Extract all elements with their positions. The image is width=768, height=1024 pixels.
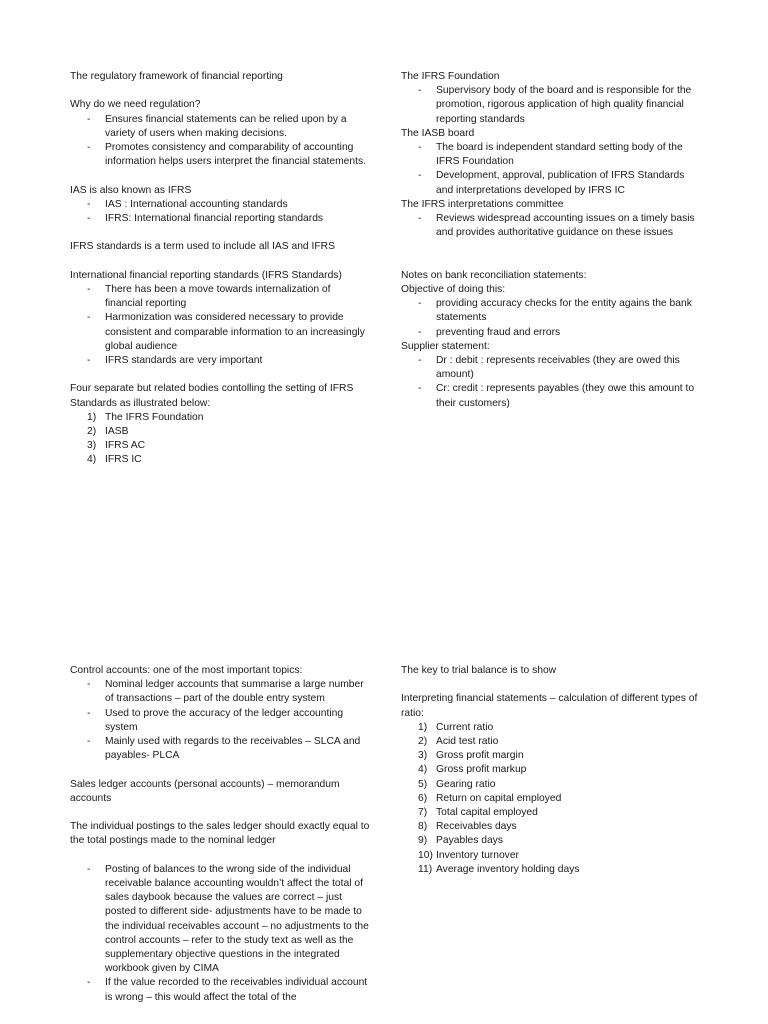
iasb-list [401,141,701,198]
supplier-list [401,354,701,411]
list-item: - Harmonization was considered necessary to provide consistent and comparable information to an increasingly global audience [87,312,365,352]
ratio-list [401,721,701,877]
foundation-list [401,84,701,127]
list-item: - Dr : debit : represents receivables (they are owed this amount) [418,355,680,381]
list-item: 11) Average inventory holding days [418,863,580,875]
top-left-column [70,70,370,468]
list-item: - IFRS: International financial reporting standards [87,213,324,224]
heading-regulatory-framework: The regulatory framework of financial reporting [70,71,283,82]
list-item: 6) Return on capital employed [418,792,562,804]
list-item: 4) IFRS IC [87,454,142,466]
control-heading: Control accounts: one of the most important topics: [70,665,303,676]
intl-heading: International financial reporting standards (IFRS Standards) [70,269,342,281]
list-item: 3) IFRS AC [87,440,146,452]
list-item: 4) Gross profit markup [418,764,527,776]
list-item: - Posting of balances to the wrong side of the individual receivable balance accounting wouldn’t affect the total of sales daybook because the values are correct – just posted to different side- adjustments have to be made to the individual receivables account – no adjustments to the control accounts – refer to the study text as well as the supplementary objective questions in the integrated workbook given by CIMA [87,863,369,975]
objective-heading: Objective of doing this: [401,284,506,296]
list-item: 9) Payables days [418,835,503,847]
list-item: 2) Acid test ratio [418,736,499,747]
interpreting-heading: Interpreting financial statements – calculation of different types of ratio: [401,693,698,719]
foundation-heading: The IFRS Foundation [401,71,500,82]
control-list [70,678,370,763]
list-item: - Supervisory body of the board and is responsible for the promotion, rigorous application of high quality financial reporting standards [418,85,692,125]
list-item: 1) Current ratio [418,721,494,733]
list-item: - There has been a move towards internalization of financial reporting [87,283,331,310]
list-item: 8) Receivables days [418,821,517,833]
committee-list [401,212,701,240]
list-item: - Used to prove the accuracy of the ledger accounting system [87,707,344,733]
bodies-list [70,411,370,468]
bank-notes-heading: Notes on bank reconciliation statements: [401,269,587,281]
list-item: - providing accuracy checks for the entity agains the bank statements [418,298,692,324]
list-item: - IAS : International accounting standards [87,198,288,210]
why-regulation-list [70,113,370,170]
key-trial-balance: The key to trial balance is to show [401,665,557,676]
list-item: 1) The IFRS Foundation [87,411,204,423]
list-item: - Mainly used with regards to the receivables – SLCA and payables- PLCA [87,736,361,762]
objective-list [401,297,701,340]
ifrs-term: IFRS standards is a term used to include all IAS and IFRS [70,241,335,253]
list-item: - IFRS standards are very important [87,355,263,366]
list-item: 2) IASB [87,426,129,437]
bottom-left-column [70,664,370,1005]
list-item: - Nominal ledger accounts that summarise a large number of transactions – part of the double entry system [87,679,364,705]
list-item: - The board is independent standard setting body of the IFRS Foundation [418,142,683,168]
supplier-heading: Supplier statement: [401,340,490,352]
list-item: 3) Gross profit margin [418,750,524,762]
postings: The individual postings to the sales ledger should exactly equal to the total postings made to the nominal ledger [70,821,370,847]
list-item: - If the value recorded to the receivables individual account is wrong – this would affect the total of the [87,977,368,1003]
list-item: 5) Gearing ratio [418,778,496,790]
four-bodies: Four separate but related bodies contolling the setting of IFRS Standards as illustrated below: [70,383,354,409]
why-regulation: Why do we need regulation? [70,99,201,111]
list-item: - preventing fraud and errors [418,326,561,338]
top-right-column [401,70,701,411]
list-item: 10) Inventory turnover [418,849,519,861]
list-item: - Promotes consistency and comparability of accounting information helps users interpret the financial statements. [87,142,366,168]
list-item: - Reviews widespread accounting issues on a timely basis and provides authoritative guidance on these issues [418,213,695,239]
list-item: 7) Total capital employed [418,807,538,819]
posting-list [70,863,370,1005]
ias-known-as: IAS is also known as IFRS [70,184,192,196]
list-item: - Cr: credit : represents payables (they owe this amount to their customers) [418,383,695,409]
iasb-heading: The IASB board [401,127,475,139]
ias-list [70,198,370,226]
list-item: - Development, approval, publication of IFRS Standards and interpretations developed by IFRS IC [418,170,685,196]
committee-heading: The IFRS interpretations committee [401,198,564,210]
intl-list [70,283,370,368]
bottom-right-column [401,664,701,877]
list-item: - Ensures financial statements can be relied upon by a variety of users when making decisions. [87,113,347,139]
sales-ledger: Sales ledger accounts (personal accounts) – memorandum accounts [70,778,340,804]
